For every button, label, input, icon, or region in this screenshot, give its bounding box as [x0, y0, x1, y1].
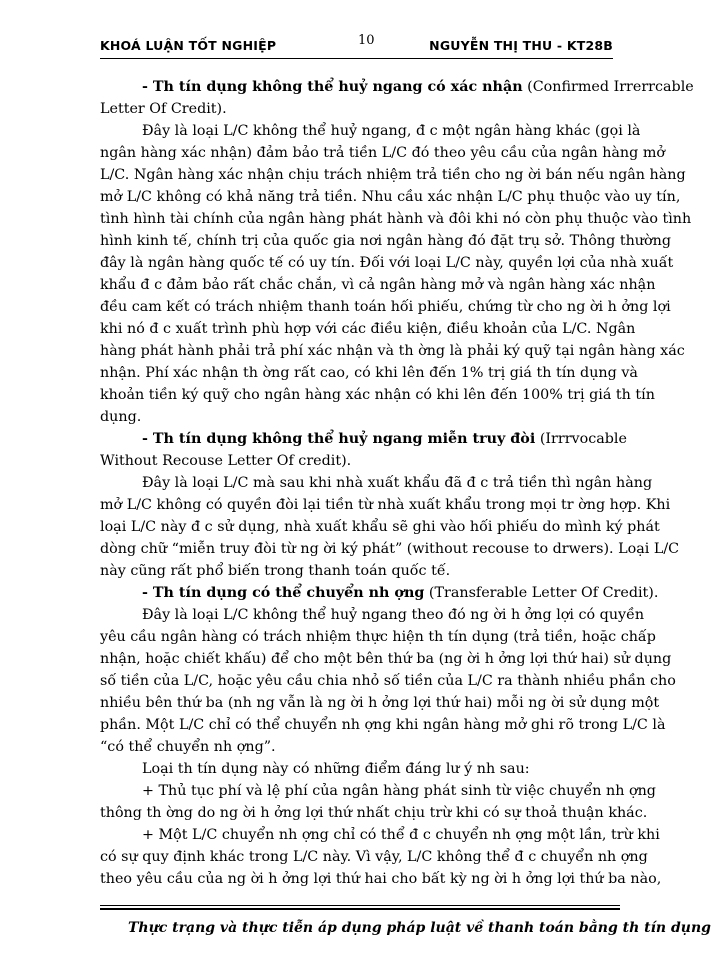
line-text: thông th ờng do ng ời h ởng lợi thứ nhất chịu trừ khi có sự thoả thuận khác. — [100, 805, 648, 821]
text-line — [100, 230, 671, 252]
text-line — [100, 384, 655, 406]
line-text: tình hình tài chính của ngân hàng phát hành và đôi khi nó còn phụ thuộc vào tình — [100, 211, 692, 227]
text-line — [100, 406, 635, 428]
section-heading: - Th tín dụng có thể chuyển nh ợng — [142, 585, 425, 601]
line-text: L/C. Ngân hàng xác nhận chịu trách nhiệm trả tiền cho ng ời bán nếu ngân hàng — [100, 167, 686, 183]
text-line — [100, 120, 641, 142]
line-text: có sự quy định khác trong L/C này. Vì vậy, L/C không thể đ c chuyển nh ợng — [100, 849, 648, 865]
text-line — [100, 846, 648, 868]
text-line — [100, 296, 671, 318]
line-text: mở L/C không có khả năng trả tiền. Nhu cầu xác nhận L/C phụ thuộc vào uy tín, — [100, 189, 681, 205]
line-text: Đây là loại L/C không thể huỷ ngang, đ c một ngân hàng khác (gọi là — [142, 123, 641, 139]
line-text: dòng chữ “miễn truy đòi từ ng ời ký phát” (without recouse to drwers). Loại L/C — [100, 541, 680, 557]
line-text: theo yêu cầu của ng ời h ởng lợi thứ hai cho bất kỳ ng ời h ởng lợi thứ ba nào, — [100, 871, 662, 887]
author-name: NGUYỄN THỊ THU - KT28B — [429, 38, 613, 53]
line-text: phần. Một L/C chỉ có thể chuyển nh ợng khi ngân hàng mở ghi rõ trong L/C là — [100, 717, 666, 733]
text-line — [100, 318, 635, 340]
line-text: khi nó đ c xuất trình phù hợp với các điều kiện, điều khoản của L/C. Ngân — [100, 321, 636, 337]
text-line — [100, 362, 638, 384]
line-text: dụng. — [100, 409, 142, 425]
footer-rule-thick — [100, 908, 620, 910]
text-line — [100, 76, 694, 98]
text-line — [100, 340, 685, 362]
text-line — [100, 450, 635, 472]
line-text: hàng phát hành phải trả phí xác nhận và th ờng là phải ký quỹ tại ngân hàng xác — [100, 343, 685, 359]
line-text: đây là ngân hàng quốc tế có uy tín. Đối với loại L/C này, quyền lợi của nhà xuất — [100, 255, 674, 271]
line-text: Đây là loại L/C không thể huỷ ngang theo đó ng ời h ởng lợi có quyền — [142, 607, 645, 623]
line-text: Đây là loại L/C mà sau khi nhà xuất khẩu đã đ c trả tiền thì ngân hàng — [142, 475, 653, 491]
text-line — [100, 604, 645, 626]
text-line — [100, 208, 692, 230]
text-line — [100, 780, 656, 802]
line-text: (Transferable Letter Of Credit). — [424, 585, 659, 601]
line-text: Letter Of Credit). — [100, 101, 227, 117]
line-text: nhận, hoặc chiết khấu) để cho một bên thứ ba (ng ời h ởng lợi thứ hai) sử dụng — [100, 651, 672, 667]
text-line — [100, 274, 656, 296]
section-heading: - Th tín dụng không thể huỷ ngang có xác nhận — [142, 79, 523, 95]
page-number: 10 — [358, 33, 375, 48]
line-text: mở L/C không có quyền đòi lại tiền từ nhà xuất khẩu trong mọi tr ờng hợp. Khi — [100, 497, 671, 513]
line-text: Without Recouse Letter Of credit). — [100, 453, 352, 469]
text-line — [100, 714, 666, 736]
text-line — [100, 186, 681, 208]
text-line — [100, 516, 660, 538]
footer-text: Thực trạng và thực tiễn áp dụng pháp luật về thanh toán bằng th tín dụng — [128, 920, 711, 936]
line-text: (Confirmed Irrerrcable — [522, 79, 694, 95]
text-line — [100, 758, 635, 780]
text-line — [100, 824, 660, 846]
line-text: loại L/C này đ c sử dụng, nhà xuất khẩu sẽ ghi vào hối phiếu do mình ký phát — [100, 519, 660, 535]
text-line — [100, 736, 635, 758]
line-text: đều cam kết có trách nhiệm thanh toán hối phiếu, chứng từ cho ng ời h ởng lợi — [100, 299, 671, 315]
line-text: (Irrrvocable — [535, 431, 627, 447]
line-text: “có thể chuyển nh ợng”. — [100, 739, 276, 755]
page-header — [100, 33, 613, 59]
text-line — [100, 428, 635, 450]
text-line — [100, 472, 653, 494]
text-line — [100, 802, 648, 824]
line-text: ngân hàng xác nhận) đảm bảo trả tiền L/C đó theo yêu cầu của ngân hàng mở — [100, 145, 665, 161]
text-line — [100, 494, 671, 516]
text-line — [100, 868, 662, 890]
text-line — [100, 582, 659, 604]
header-rule — [100, 58, 613, 59]
line-text: + Thủ tục phí và lệ phí của ngân hàng phát sinh từ việc chuyển nh ợng — [142, 783, 656, 799]
text-line — [100, 670, 676, 692]
text-line — [100, 626, 656, 648]
line-text: Loại th tín dụng này có những điểm đáng lư ý nh sau: — [142, 761, 530, 777]
line-text: yêu cầu ngân hàng có trách nhiệm thực hiện th tín dụng (trả tiền, hoặc chấp — [100, 629, 656, 645]
line-text: khoản tiền ký quỹ cho ngân hàng xác nhận có khi lên đến 100% trị giá th tín — [100, 387, 655, 403]
text-line — [100, 648, 672, 670]
text-line — [100, 560, 635, 582]
line-text: nhiều bên thứ ba (nh ng vẫn là ng ời h ởng lợi thứ hai) mỗi ng ời sử dụng một — [100, 695, 660, 711]
text-line — [100, 142, 665, 164]
text-line — [100, 164, 686, 186]
text-line — [100, 538, 680, 560]
line-text: nhận. Phí xác nhận th ờng rất cao, có khi lên đến 1% trị giá th tín dụng và — [100, 365, 638, 381]
thesis-title: KHOÁ LUẬN TỐT NGHIỆP — [100, 38, 277, 53]
line-text: số tiền của L/C, hoặc yêu cầu chia nhỏ số tiền của L/C ra thành nhiều phần cho — [100, 673, 676, 689]
text-line — [100, 252, 674, 274]
line-text: hình kinh tế, chính trị của quốc gia nơi ngân hàng đó đặt trụ sở. Thông thường — [100, 233, 671, 249]
line-text: + Một L/C chuyển nh ợng chỉ có thể đ c chuyển nh ợng một lần, trừ khi — [142, 827, 660, 843]
document-body — [100, 76, 694, 890]
section-heading: - Th tín dụng không thể huỷ ngang miễn truy đòi — [142, 431, 536, 447]
text-line — [100, 692, 660, 714]
line-text: này cũng rất phổ biến trong thanh toán quốc tế. — [100, 563, 451, 579]
line-text: khẩu đ c đảm bảo rất chắc chắn, vì cả ngân hàng mở và ngân hàng xác nhận — [100, 277, 656, 293]
text-line — [100, 98, 635, 120]
footer-rule — [100, 905, 620, 906]
